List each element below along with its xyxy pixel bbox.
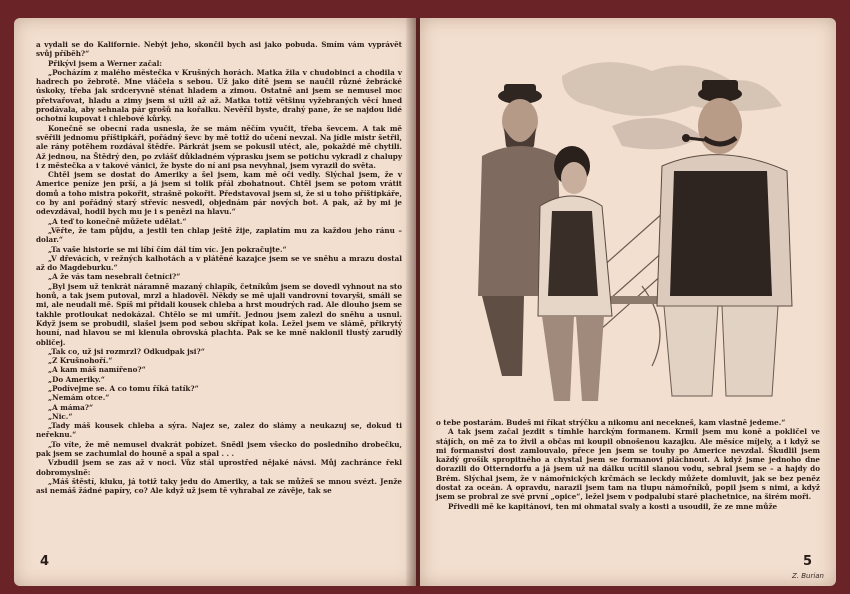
illustration-sailors-and-boy (442, 46, 816, 412)
paragraph: „To víte, že mě nemusel dvakrát pobízet. Snědl jsem všecko do posledního drobečku, pak jsem se zachumlal do houně a spal a spal . . . (36, 439, 402, 459)
paragraph: „Nemám otce.“ (48, 393, 110, 403)
paragraph: „A že vás tam nesebrali četníci?“ (48, 272, 181, 282)
paragraph: „Máš štěstí, kluku, já totiž taky jedu do Ameriky, a tak se můžeš se mnou svézt. Jenže asi nemáš žádné papíry, co? Ale když už jsem tě vyhrabal ze závěje, tak se (36, 476, 402, 496)
paragraph: Přikývl jsem a Werner začal: (48, 58, 163, 68)
paragraph: „Z Krušnohoří.“ (48, 356, 113, 366)
paragraph: A tak jsem začal jezdit s tímhle harckým formanem. Krmil jsem mu koně a pokličel ve stájích, on mě za to živil a občas mi koupil obnošenou kazajku. Ale měsíce míjely, a i když se mi formanství dost zamlouvalo, přece jen jsem se touhy po Americe nevzdal. Škudlil jsem každý grošík spropitného a chystal jsem se formanovi pláchnout. A když jsme jednoho dne dorazili do Otterndorfu a já jsem už na dálku ucítil slanou vodu, sebral jsem se – a hajdy do Brém. Slýchal jsem, že v námořnických krčmách se leckdy můžete domluvit, jak se bez peněz dostat za oceán. A opravdu, narazil jsem tam na tlupu námořníků, popil jsem s nimi, a když jsem se probral ze své první „opice“, ležel jsem v podpalubí staré plachetnice, na širém moři. (436, 427, 820, 502)
right-page (420, 18, 836, 586)
paragraph: „Tady máš kousek chleba a sýra. Najez se, zalez do slámy a neukazuj se, dokud ti neřeknu.“ (36, 421, 402, 440)
right-page-text (436, 418, 820, 511)
paragraph: „Nic.“ (48, 411, 73, 421)
cloud-shape (612, 118, 702, 149)
paragraph: „Podívejme se. A co tomu říká tatík?“ (48, 383, 199, 393)
illustration-signature: Z. Burian (791, 572, 824, 580)
paragraph: a vydali se do Kalifornie. Nebýt jeho, skončil bych asi jako pobuda. Smím vám vyprávět svůj příběh?“ (36, 40, 402, 59)
paragraph: „A máma?“ (48, 402, 94, 412)
paragraph: „Věřte, že tam půjdu, a jestli ten chlap ještě žije, zaplatím mu za každou jeho ránu – dolar.“ (36, 225, 402, 245)
paragraph: o tebe postarám. Budeš mi říkat strýčku a nikomu ani necekneš, kam vlastně jedeme.“ (436, 418, 786, 427)
paragraph: „Do Ameriky.“ (48, 374, 105, 384)
paragraph: „Pocházím z malého městečka v Krušných horách. Matka žila v chudobinci a chodila v hadrech po žebrotě. Mne vláčela s sebou. Už jako dítě jsem se naučil různé žebrácké úskoky, třeba jak srdceryvně sténat hladem a zimou. Ostatně ani jsem se nemusel moc přetvařovat, hladu a zimy jsem si užil až až. Matka totiž většinu vyžebraných věcí hned prodávala, aby sehnala pár grošů na kořalku. Nevěříl byste, drahý pane, že se najdou lidé ochotní kupovat i chlebové kůrky. (36, 67, 402, 124)
cloud-shape (562, 62, 782, 116)
paragraph: „Tak co, už jsi rozmrzl? Odkudpak jsi?“ (48, 346, 205, 356)
paragraph: „V dřevácích, v režných kalhotách a v plátěné kazajce jsem se ve sněhu a mrazu dostal až do Magdeburku.“ (36, 253, 402, 273)
paragraph: Chtěl jsem se dostat do Ameriky a šel jsem, kam mě oči vedly. Slýchal jsem, že v Americe peníze jen prší, a já jsem si tolik přál zbohatnout. Chtěl jsem se potom vrátit domů a toho mistra pokořit, strašně pokořit. Představoval jsem si, že si u toho příštipkáře, co by ani pořádný starý střevíc nesvedl, objednám pár nových bot. A pak, až by mi je odevzdával, hodil bych mu je i s penězi na hlavu.“ (36, 170, 402, 217)
paragraph: „A kam máš namířeno?“ (48, 365, 146, 375)
page-number-left: 4 (40, 554, 50, 569)
page-number-right: 5 (802, 554, 812, 569)
paragraph: „Byl jsem už tenkrát náramně mazaný chlapík, četníkům jsem se dovedl vyhnout na sto honů, a tak jsem putoval, mrzl a hladověl. Někdy se mě ujali vandrovní tovaryši, smáli se mi, ale neudali mě. Spíš mi přidali kousek chleba a hrst moudrých rad. Ale dlouho jsem se takhle protloukat nedokázal. Chtělo se mi umřít. Jednou jsem zalezl do sněhu a usnul. Když jsem se probudil, slašel jsem pod sebou skřípat kola. Ležel jsem ve slámě, přikrytý houní, nad hlavou se mi klenula obrovská plachta. Pak se ke mně naklonil tlustý zarudlý obličej. (36, 281, 402, 347)
paragraph: Konečně se obecní rada usnesla, že se mám něčím vyučit, třeba ševcem. A tak mě svěřili jednomu příštipkáři, pořádný ševc by mě totiž do učení nevzal. Na jídle mistr šetřil, ale rány potěhem rozdával štědře. Párkrát jsem se pokusil utéct, ale, pokaždé mě chytili. Až jednou, na Štědrý den, po zvlášť důkladném výprasku jsem se potichu vykradl z chalupy i z městečka a v takové vánici, že byste do ní ani psa nevyhnal, jsem vyrazil do světa. (36, 123, 402, 170)
paragraph: Vzbudil jsem se zas až v noci. Vůz stál uprostřed nějaké návsi. Můj zachránce řekl dobromyslně: (36, 458, 402, 477)
paragraph: Přivedli mě ke kapitánovi, ten mi ohmatal svaly a kosti a usoudil, že ze mne může (448, 501, 778, 511)
paragraph: „Ta vaše historie se mi líbí čím dál tím víc. Jen pokračujte.“ (48, 244, 287, 254)
paragraph: „A teď to konečně můžete udělat.“ (48, 216, 187, 226)
left-page (14, 18, 416, 586)
left-page-text (36, 40, 402, 496)
